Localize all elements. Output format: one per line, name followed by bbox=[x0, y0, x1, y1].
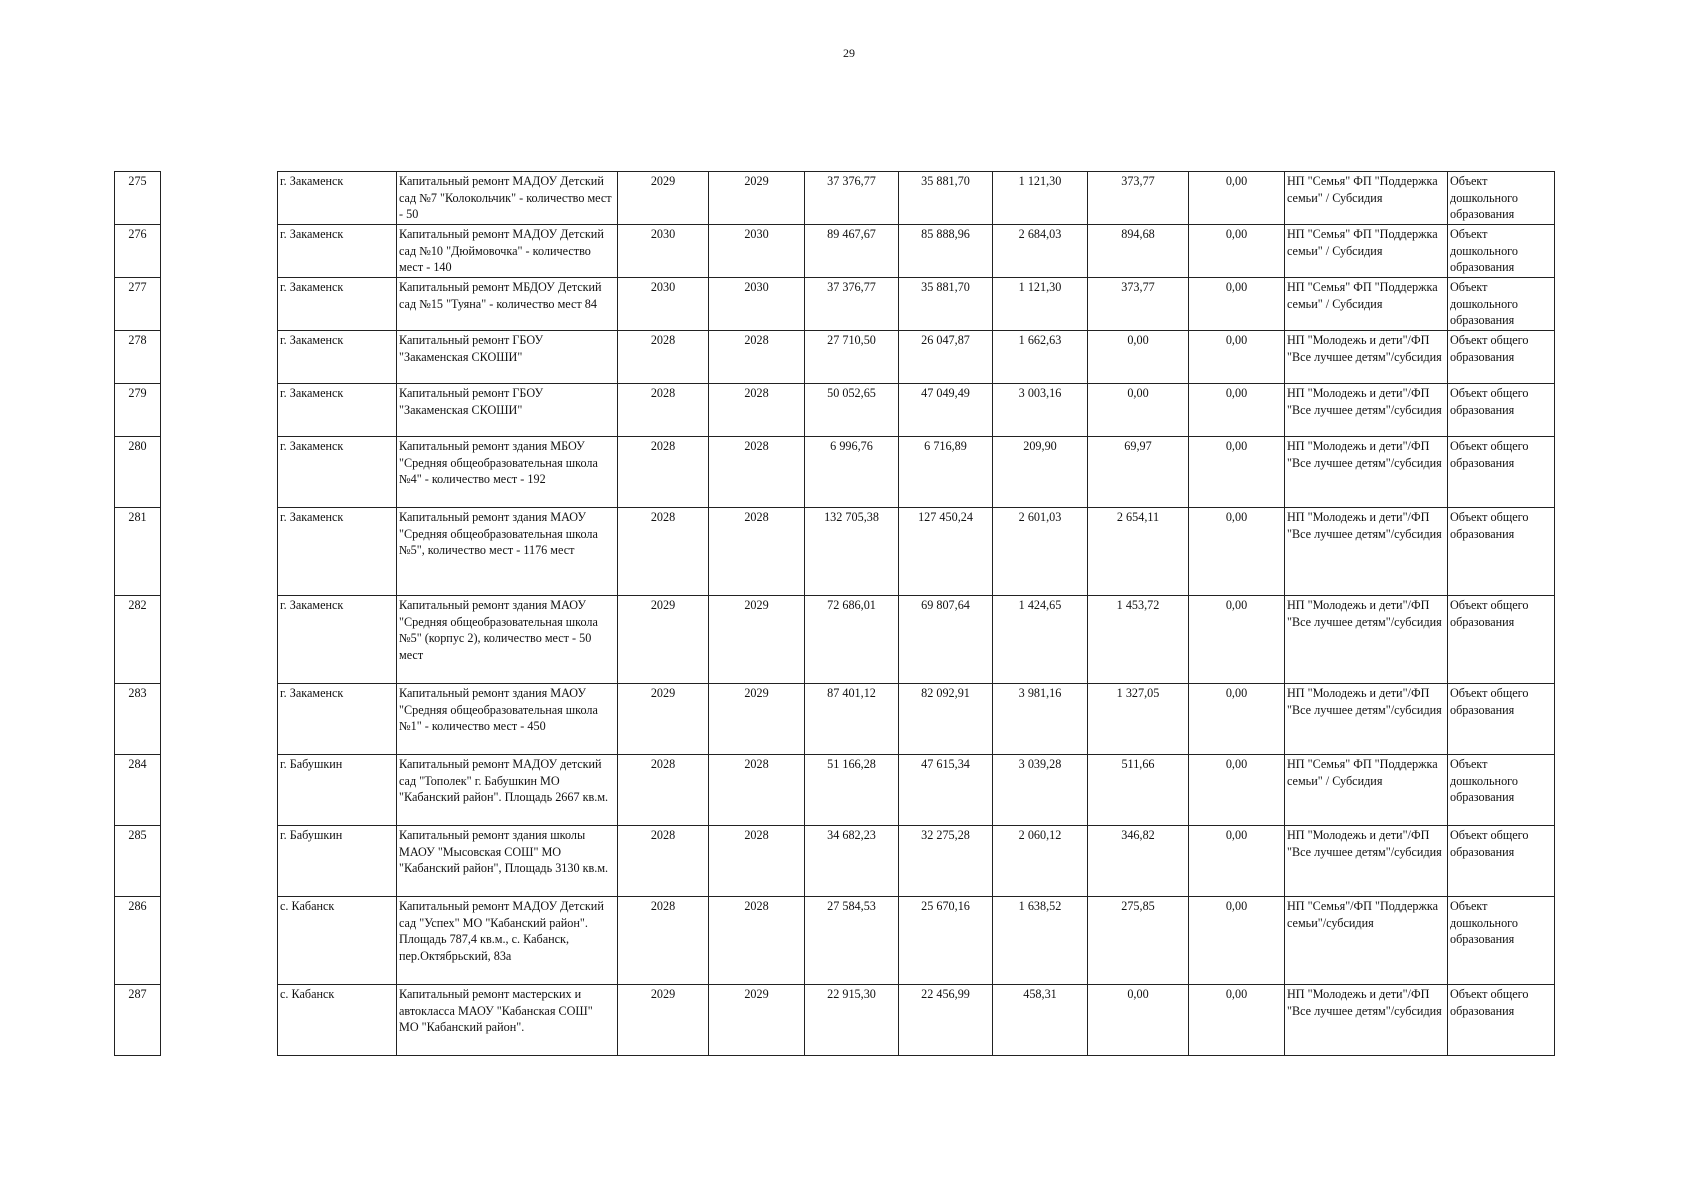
table-row bbox=[115, 826, 1555, 897]
description-cell: Капитальный ремонт ГБОУ "Закаменская СКОШИ" bbox=[397, 331, 618, 384]
federal-amount-cell: 85 888,96 bbox=[899, 225, 993, 278]
start-year-cell: 2029 bbox=[618, 684, 709, 755]
locality-cell: г. Закаменск bbox=[278, 437, 397, 508]
description-cell: Капитальный ремонт здания школы МАОУ "Мысовская СОШ" МО "Кабанский район", Площадь 3130 кв.м. bbox=[397, 826, 618, 897]
spacer-cell bbox=[161, 826, 278, 897]
local-amount-cell: 0,00 bbox=[1088, 384, 1189, 437]
start-year-cell: 2028 bbox=[618, 826, 709, 897]
row-number-cell: 286 bbox=[115, 897, 161, 985]
capital-repair-table bbox=[114, 171, 1555, 1056]
end-year-cell: 2030 bbox=[709, 278, 805, 331]
regional-amount-cell: 1 121,30 bbox=[993, 278, 1088, 331]
end-year-cell: 2028 bbox=[709, 755, 805, 826]
table-row bbox=[115, 331, 1555, 384]
locality-cell: г. Закаменск bbox=[278, 508, 397, 596]
locality-cell: с. Кабанск bbox=[278, 897, 397, 985]
federal-amount-cell: 127 450,24 bbox=[899, 508, 993, 596]
federal-amount-cell: 69 807,64 bbox=[899, 596, 993, 684]
federal-amount-cell: 22 456,99 bbox=[899, 985, 993, 1056]
start-year-cell: 2030 bbox=[618, 278, 709, 331]
description-cell: Капитальный ремонт МАДОУ детский сад "Тополек" г. Бабушкин МО "Кабанский район". Площадь 2667 кв.м. bbox=[397, 755, 618, 826]
total-amount-cell: 34 682,23 bbox=[805, 826, 899, 897]
other-amount-cell: 0,00 bbox=[1189, 755, 1285, 826]
regional-amount-cell: 458,31 bbox=[993, 985, 1088, 1056]
end-year-cell: 2028 bbox=[709, 384, 805, 437]
table-row bbox=[115, 596, 1555, 684]
regional-amount-cell: 3 003,16 bbox=[993, 384, 1088, 437]
description-cell: Капитальный ремонт МАДОУ Детский сад №7 "Колокольчик" - количество мест - 50 bbox=[397, 172, 618, 225]
start-year-cell: 2030 bbox=[618, 225, 709, 278]
local-amount-cell: 0,00 bbox=[1088, 985, 1189, 1056]
description-cell: Капитальный ремонт здания МАОУ "Средняя общеобразовательная школа №5", количество мест - 1176 мест bbox=[397, 508, 618, 596]
row-number-cell: 285 bbox=[115, 826, 161, 897]
start-year-cell: 2028 bbox=[618, 755, 709, 826]
object-type-cell: Объект дошкольного образования bbox=[1448, 755, 1555, 826]
total-amount-cell: 27 584,53 bbox=[805, 897, 899, 985]
federal-amount-cell: 47 049,49 bbox=[899, 384, 993, 437]
regional-amount-cell: 1 121,30 bbox=[993, 172, 1088, 225]
row-number-cell: 279 bbox=[115, 384, 161, 437]
spacer-cell bbox=[161, 331, 278, 384]
locality-cell: г. Закаменск bbox=[278, 684, 397, 755]
start-year-cell: 2029 bbox=[618, 596, 709, 684]
start-year-cell: 2028 bbox=[618, 508, 709, 596]
locality-cell: г. Закаменск bbox=[278, 225, 397, 278]
start-year-cell: 2028 bbox=[618, 331, 709, 384]
end-year-cell: 2028 bbox=[709, 897, 805, 985]
locality-cell: г. Бабушкин bbox=[278, 826, 397, 897]
regional-amount-cell: 209,90 bbox=[993, 437, 1088, 508]
start-year-cell: 2029 bbox=[618, 172, 709, 225]
program-cell: НП "Молодежь и дети"/ФП "Все лучшее детям"/субсидия bbox=[1285, 596, 1448, 684]
table-row bbox=[115, 384, 1555, 437]
other-amount-cell: 0,00 bbox=[1189, 596, 1285, 684]
locality-cell: г. Закаменск bbox=[278, 384, 397, 437]
table-row bbox=[115, 508, 1555, 596]
other-amount-cell: 0,00 bbox=[1189, 384, 1285, 437]
other-amount-cell: 0,00 bbox=[1189, 331, 1285, 384]
object-type-cell: Объект дошкольного образования bbox=[1448, 225, 1555, 278]
total-amount-cell: 87 401,12 bbox=[805, 684, 899, 755]
end-year-cell: 2029 bbox=[709, 172, 805, 225]
local-amount-cell: 346,82 bbox=[1088, 826, 1189, 897]
federal-amount-cell: 6 716,89 bbox=[899, 437, 993, 508]
spacer-cell bbox=[161, 985, 278, 1056]
regional-amount-cell: 1 638,52 bbox=[993, 897, 1088, 985]
total-amount-cell: 50 052,65 bbox=[805, 384, 899, 437]
local-amount-cell: 373,77 bbox=[1088, 278, 1189, 331]
description-cell: Капитальный ремонт МАДОУ Детский сад "Успех" МО "Кабанский район". Площадь 787,4 кв.м., с. Кабанск, пер.Октябрьский, 83а bbox=[397, 897, 618, 985]
regional-amount-cell: 2 601,03 bbox=[993, 508, 1088, 596]
program-cell: НП "Семья" ФП "Поддержка семьи" / Субсидия bbox=[1285, 225, 1448, 278]
other-amount-cell: 0,00 bbox=[1189, 172, 1285, 225]
object-type-cell: Объект дошкольного образования bbox=[1448, 278, 1555, 331]
total-amount-cell: 132 705,38 bbox=[805, 508, 899, 596]
spacer-cell bbox=[161, 225, 278, 278]
federal-amount-cell: 26 047,87 bbox=[899, 331, 993, 384]
total-amount-cell: 37 376,77 bbox=[805, 278, 899, 331]
regional-amount-cell: 1 424,65 bbox=[993, 596, 1088, 684]
spacer-cell bbox=[161, 755, 278, 826]
local-amount-cell: 511,66 bbox=[1088, 755, 1189, 826]
local-amount-cell: 0,00 bbox=[1088, 331, 1189, 384]
row-number-cell: 277 bbox=[115, 278, 161, 331]
total-amount-cell: 6 996,76 bbox=[805, 437, 899, 508]
local-amount-cell: 373,77 bbox=[1088, 172, 1189, 225]
local-amount-cell: 2 654,11 bbox=[1088, 508, 1189, 596]
total-amount-cell: 37 376,77 bbox=[805, 172, 899, 225]
locality-cell: г. Бабушкин bbox=[278, 755, 397, 826]
spacer-cell bbox=[161, 172, 278, 225]
locality-cell: г. Закаменск bbox=[278, 278, 397, 331]
regional-amount-cell: 2 684,03 bbox=[993, 225, 1088, 278]
local-amount-cell: 1 327,05 bbox=[1088, 684, 1189, 755]
regional-amount-cell: 3 039,28 bbox=[993, 755, 1088, 826]
table-row bbox=[115, 684, 1555, 755]
row-number-cell: 275 bbox=[115, 172, 161, 225]
table-row bbox=[115, 172, 1555, 225]
local-amount-cell: 69,97 bbox=[1088, 437, 1189, 508]
object-type-cell: Объект дошкольного образования bbox=[1448, 897, 1555, 985]
other-amount-cell: 0,00 bbox=[1189, 985, 1285, 1056]
program-cell: НП "Молодежь и дети"/ФП "Все лучшее детям"/субсидия bbox=[1285, 331, 1448, 384]
object-type-cell: Объект общего образования bbox=[1448, 508, 1555, 596]
description-cell: Капитальный ремонт здания МАОУ "Средняя общеобразовательная школа №5" (корпус 2), количество мест - 50 мест bbox=[397, 596, 618, 684]
program-cell: НП "Семья"/ФП "Поддержка семьи"/субсидия bbox=[1285, 897, 1448, 985]
end-year-cell: 2028 bbox=[709, 826, 805, 897]
table-row bbox=[115, 437, 1555, 508]
other-amount-cell: 0,00 bbox=[1189, 437, 1285, 508]
program-cell: НП "Молодежь и дети"/ФП "Все лучшее детям"/субсидия bbox=[1285, 508, 1448, 596]
row-number-cell: 276 bbox=[115, 225, 161, 278]
total-amount-cell: 72 686,01 bbox=[805, 596, 899, 684]
program-cell: НП "Молодежь и дети"/ФП "Все лучшее детям"/субсидия bbox=[1285, 684, 1448, 755]
description-cell: Капитальный ремонт мастерских и автокласса МАОУ "Кабанская СОШ" МО "Кабанский район". bbox=[397, 985, 618, 1056]
end-year-cell: 2029 bbox=[709, 596, 805, 684]
spacer-cell bbox=[161, 596, 278, 684]
end-year-cell: 2030 bbox=[709, 225, 805, 278]
end-year-cell: 2028 bbox=[709, 437, 805, 508]
page-number: 29 bbox=[843, 46, 855, 60]
table-row bbox=[115, 278, 1555, 331]
row-number-cell: 280 bbox=[115, 437, 161, 508]
other-amount-cell: 0,00 bbox=[1189, 225, 1285, 278]
other-amount-cell: 0,00 bbox=[1189, 684, 1285, 755]
program-cell: НП "Молодежь и дети"/ФП "Все лучшее детям"/субсидия bbox=[1285, 826, 1448, 897]
object-type-cell: Объект общего образования bbox=[1448, 331, 1555, 384]
total-amount-cell: 27 710,50 bbox=[805, 331, 899, 384]
object-type-cell: Объект дошкольного образования bbox=[1448, 172, 1555, 225]
total-amount-cell: 22 915,30 bbox=[805, 985, 899, 1056]
row-number-cell: 284 bbox=[115, 755, 161, 826]
program-cell: НП "Молодежь и дети"/ФП "Все лучшее детям"/субсидия bbox=[1285, 437, 1448, 508]
object-type-cell: Объект общего образования bbox=[1448, 826, 1555, 897]
end-year-cell: 2028 bbox=[709, 508, 805, 596]
end-year-cell: 2029 bbox=[709, 684, 805, 755]
local-amount-cell: 275,85 bbox=[1088, 897, 1189, 985]
start-year-cell: 2028 bbox=[618, 384, 709, 437]
regional-amount-cell: 3 981,16 bbox=[993, 684, 1088, 755]
description-cell: Капитальный ремонт МАДОУ Детский сад №10 "Дюймовочка" - количество мест - 140 bbox=[397, 225, 618, 278]
federal-amount-cell: 82 092,91 bbox=[899, 684, 993, 755]
total-amount-cell: 89 467,67 bbox=[805, 225, 899, 278]
locality-cell: г. Закаменск bbox=[278, 172, 397, 225]
description-cell: Капитальный ремонт ГБОУ "Закаменская СКОШИ" bbox=[397, 384, 618, 437]
locality-cell: г. Закаменск bbox=[278, 596, 397, 684]
program-cell: НП "Семья" ФП "Поддержка семьи" / Субсидия bbox=[1285, 278, 1448, 331]
federal-amount-cell: 25 670,16 bbox=[899, 897, 993, 985]
object-type-cell: Объект общего образования bbox=[1448, 596, 1555, 684]
federal-amount-cell: 47 615,34 bbox=[899, 755, 993, 826]
row-number-cell: 281 bbox=[115, 508, 161, 596]
start-year-cell: 2028 bbox=[618, 897, 709, 985]
federal-amount-cell: 32 275,28 bbox=[899, 826, 993, 897]
table-row bbox=[115, 755, 1555, 826]
table-row bbox=[115, 225, 1555, 278]
row-number-cell: 278 bbox=[115, 331, 161, 384]
program-cell: НП "Молодежь и дети"/ФП "Все лучшее детям"/субсидия bbox=[1285, 384, 1448, 437]
description-cell: Капитальный ремонт МБДОУ Детский сад №15 "Туяна" - количество мест 84 bbox=[397, 278, 618, 331]
description-cell: Капитальный ремонт здания МАОУ "Средняя общеобразовательная школа №1" - количество мест - 450 bbox=[397, 684, 618, 755]
spacer-cell bbox=[161, 508, 278, 596]
object-type-cell: Объект общего образования bbox=[1448, 684, 1555, 755]
object-type-cell: Объект общего образования bbox=[1448, 985, 1555, 1056]
other-amount-cell: 0,00 bbox=[1189, 826, 1285, 897]
spacer-cell bbox=[161, 384, 278, 437]
regional-amount-cell: 2 060,12 bbox=[993, 826, 1088, 897]
program-cell: НП "Семья" ФП "Поддержка семьи" / Субсидия bbox=[1285, 755, 1448, 826]
spacer-cell bbox=[161, 278, 278, 331]
table-row bbox=[115, 897, 1555, 985]
table-row bbox=[115, 985, 1555, 1056]
local-amount-cell: 894,68 bbox=[1088, 225, 1189, 278]
program-cell: НП "Молодежь и дети"/ФП "Все лучшее детям"/субсидия bbox=[1285, 985, 1448, 1056]
end-year-cell: 2028 bbox=[709, 331, 805, 384]
start-year-cell: 2029 bbox=[618, 985, 709, 1056]
spacer-cell bbox=[161, 684, 278, 755]
end-year-cell: 2029 bbox=[709, 985, 805, 1056]
federal-amount-cell: 35 881,70 bbox=[899, 278, 993, 331]
spacer-cell bbox=[161, 897, 278, 985]
description-cell: Капитальный ремонт здания МБОУ "Средняя общеобразовательная школа №4" - количество мест - 192 bbox=[397, 437, 618, 508]
start-year-cell: 2028 bbox=[618, 437, 709, 508]
other-amount-cell: 0,00 bbox=[1189, 508, 1285, 596]
other-amount-cell: 0,00 bbox=[1189, 278, 1285, 331]
spacer-cell bbox=[161, 437, 278, 508]
object-type-cell: Объект общего образования bbox=[1448, 437, 1555, 508]
row-number-cell: 283 bbox=[115, 684, 161, 755]
regional-amount-cell: 1 662,63 bbox=[993, 331, 1088, 384]
total-amount-cell: 51 166,28 bbox=[805, 755, 899, 826]
other-amount-cell: 0,00 bbox=[1189, 897, 1285, 985]
row-number-cell: 287 bbox=[115, 985, 161, 1056]
locality-cell: с. Кабанск bbox=[278, 985, 397, 1056]
row-number-cell: 282 bbox=[115, 596, 161, 684]
federal-amount-cell: 35 881,70 bbox=[899, 172, 993, 225]
object-type-cell: Объект общего образования bbox=[1448, 384, 1555, 437]
local-amount-cell: 1 453,72 bbox=[1088, 596, 1189, 684]
program-cell: НП "Семья" ФП "Поддержка семьи" / Субсидия bbox=[1285, 172, 1448, 225]
locality-cell: г. Закаменск bbox=[278, 331, 397, 384]
